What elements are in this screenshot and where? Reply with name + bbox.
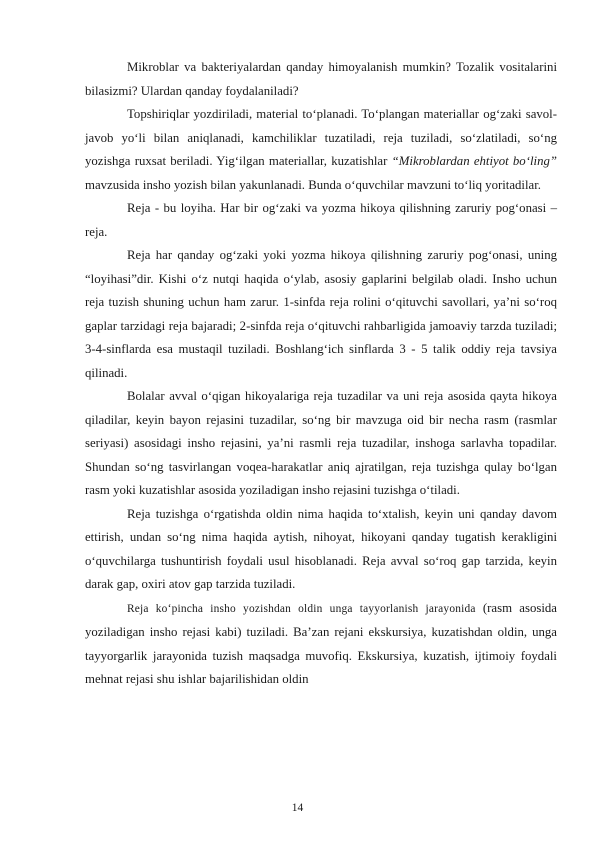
paragraph-6: Reja tuzishga oʻrgatishda oldin nima haqida toʻxtalish, keyin uni qanday davom ettirish, undan soʻng nima haqida aytish, nihoyat, hikoyani qanday tugatish kerakligini oʻquvchilarga tushuntirish foydali usul hisoblanadi. Reja avval soʻroq gap tarzida, keyin darak gap, oxiri atov gap tarzida tuziladi.	[85, 506, 557, 591]
paragraph-2-text-start: Topshiriqlar yozdiriladi, material toʻplanadi. Toʻplangan materiallar ogʻzaki savol-javob yoʻli bilan aniqlanadi, kamchiliklar tuzatiladi, reja tuziladi, soʻzlatiladi, soʻng yozishga ruxsat beriladi. Yigʻilgan materiallar, kuzatishlar	[85, 107, 557, 168]
paragraph-7-text: (rasm asosida yoziladigan insho rejasi kabi) tuziladi. Ba’zan rejani ekskursiya, kuzatishdan oldin, unga tayyorgarlik jarayonida tuzish maqsadga muvofiq. Ekskursiya, kuzatish, ijtimoiy foydali mehnat rejasi shu ishlar bajarilishidan oldin	[85, 600, 557, 686]
paragraph-2-italic-topic: “Mikroblardan ehtiyot boʻling”	[391, 154, 557, 168]
paragraph-1: Mikroblar va bakteriyalardan qanday himoyalanish mumkin? Tozalik vositalarini bilasizmi? Ulardan qanday foydalaniladi?	[85, 60, 557, 98]
paragraph-4: Reja har qanday ogʻzaki yoki yozma hikoya qilishning zaruriy pogʻonasi, uning “loyihasi”dir. Kishi oʻz nutqi haqida oʻylab, asosiy gaplarini belgilab oladi. Insho uchun reja tuzish shuning uchun ham zarur. 1-sinfda reja rolini oʻqituvchi savollari, ya’ni soʻroq gaplar tarzidagi reja bajaradi; 2-sinfda reja oʻqituvchi rahbarligida jamoaviy tarzda tuziladi; 3-4-sinflarda esa mustaqil tuziladi. Boshlangʻich sinflarda 3 - 5 talik oddiy reja tavsiya qilinadi.	[85, 248, 557, 380]
paragraph-2	[85, 103, 557, 197]
paragraph-2-text-end: mavzusida insho yozish bilan yakunlanadi. Bunda oʻquvchilar mavzuni toʻliq yoritadilar.	[85, 177, 541, 192]
paragraph-3: Reja - bu loyiha. Har bir ogʻzaki va yozma hikoya qilishning zaruriy pogʻonasi – reja.	[85, 201, 557, 239]
page-number: 14	[291, 802, 304, 814]
paragraph-5: Bolalar avval oʻqigan hikoyalariga reja tuzadilar va uni reja asosida qayta hikoya qiladilar, keyin bayon rejasini tuzadilar, soʻng bir mavzuga oid bir necha rasm (rasmlar seriyasi) asosidagi insho rejasini, ya’ni rasmli reja tuzadilar, inshoga sarlavha topadilar. Shundan soʻng tasvirlangan voqea-harakatlar aniq ajratilgan, reja tuzishga qulay boʻlgan rasm yoki kuzatishlar asosida yoziladigan insho rejasini tuzishga oʻtiladi.	[85, 389, 557, 497]
paragraph-7	[85, 597, 557, 692]
document-body	[85, 56, 557, 692]
paragraph-7-small-text: Reja koʻpincha insho yozishdan oldin unga tayyorlanish jarayonida	[127, 602, 476, 615]
